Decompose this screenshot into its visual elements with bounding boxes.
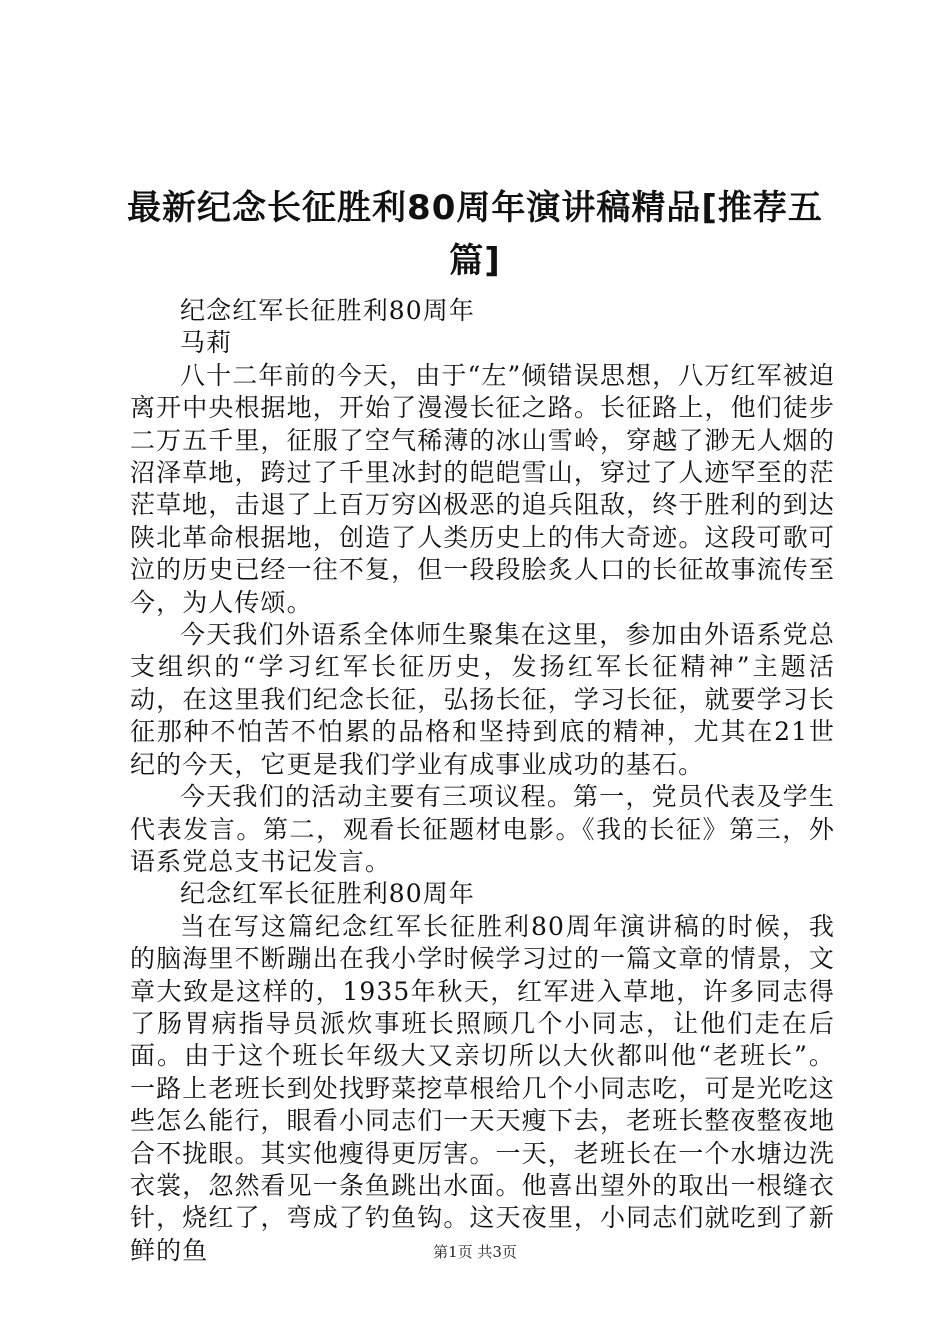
document-body [130,295,835,1267]
author-paragraph: 马莉 [180,328,233,358]
page-number-footer: 第1页 共3页 [433,1243,517,1261]
section-heading-paragraph: 纪念红军长征胜利80周年 [180,879,476,909]
subtitle-paragraph: 纪念红军长征胜利80周年 [180,296,476,325]
body-paragraph: 八十二年前的今天，由于“左”倾错误思想，八万红军被迫离开中央根据地，开始了漫漫长征之路。长征路上，他们徒步二万五千里，征服了空气稀薄的冰山雪岭，穿越了渺无人烟的沼泽草地，跨过了千里冰封的皑皑雪山，穿过了人迹罕至的茫茫草地，击退了上百万穷凶极恶的追兵阻敌，终于胜利的到达陕北革命根据地，创造了人类历史上的伟大奇迹。这段可歌可泣的历史已经一往不复，但一段段脍炙人口的长征故事流传至今，为人传颂。 [130,360,835,617]
body-paragraph: 今天我们外语系全体师生聚集在这里，参加由外语系党总支组织的“学习红军长征历史，发扬红军长征精神”主题活动，在这里我们纪念长征，弘扬长征，学习长征，就要学习长征那种不怕苦不怕累的品格和坚持到底的精神，尤其在21世纪的今天，它更是我们学业有成事业成功的基石。 [130,620,835,779]
body-paragraph: 当在写这篇纪念红军长征胜利80周年演讲稿的时候，我的脑海里不断蹦出在我小学时候学习过的一篇文章的情景，文章大致是这样的，1935年秋天，红军进入草地，许多同志得了肠胃病指导员派炊事班长照顾几个小同志，让他们走在后面。由于这个班长年级大又亲切所以大伙都叫他“老班长”。一路上老班长到处找野菜挖草根给几个小同志吃，可是光吃这些怎么能行，眼看小同志们一天天瘦下去，老班长整夜整夜地合不拢眼。其实他瘦得更厉害。一天，老班长在一个水塘边洗衣裳，忽然看见一条鱼跳出水面。他喜出望外的取出一根缝衣针，烧红了，弯成了钓鱼钩。这天夜里，小同志们就吃到了新鲜的鱼 [130,911,835,1265]
body-paragraph: 今天我们的活动主要有三项议程。第一，党员代表及学生代表发言。第二，观看长征题材电影。《我的长征》第三，外语系党总支书记发言。 [130,782,835,876]
document-title: 最新纪念长征胜利80周年演讲稿精品[推荐五篇] [127,188,823,281]
